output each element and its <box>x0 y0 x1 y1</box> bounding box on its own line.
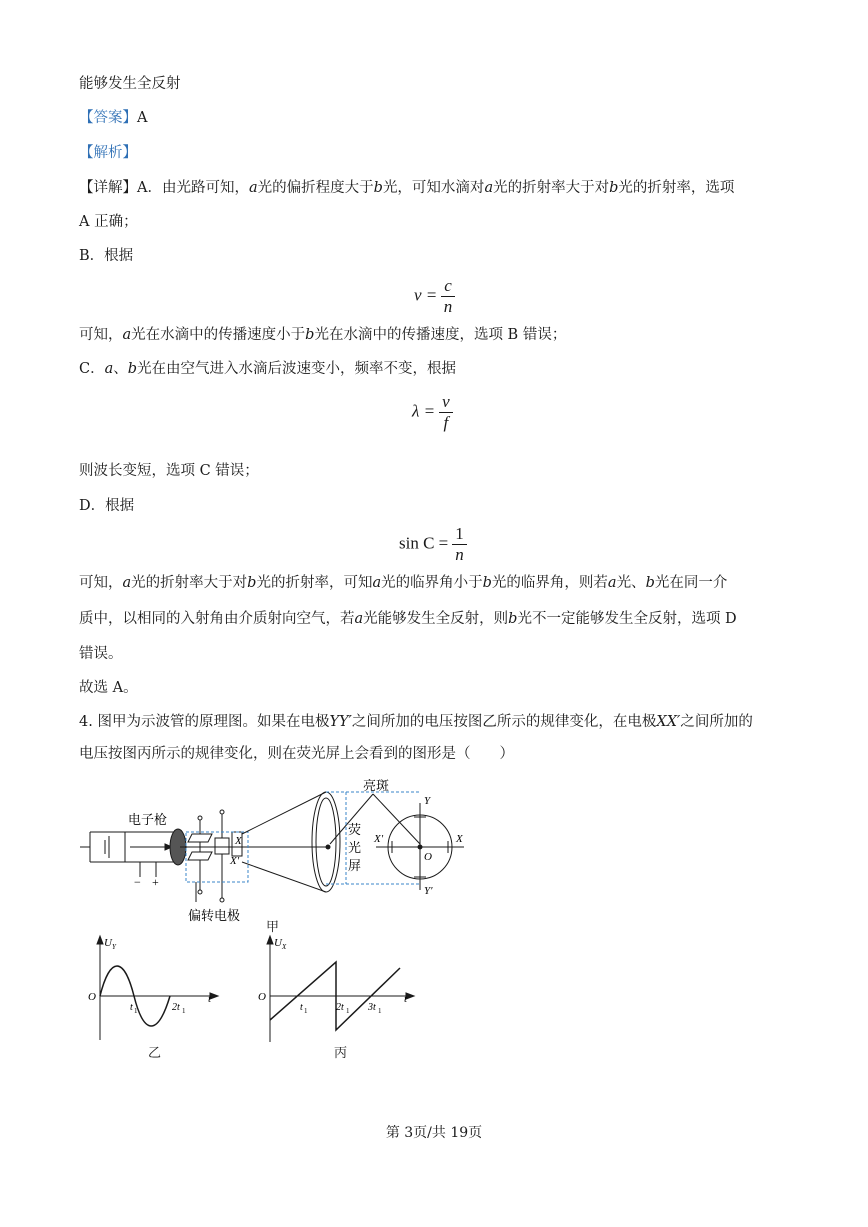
detail-line-d2: 可知，a光的折射率大于对b光的折射率，可知a光的临界角小于b光的临界角，则若a光、b光在同一介 <box>79 575 728 591</box>
svg-text:X: X <box>282 943 287 951</box>
analysis-tag: 【解析】 <box>79 145 137 161</box>
screen-yp-label: Y′ <box>424 885 433 897</box>
figure-jia-label: 甲 <box>266 920 280 935</box>
detail-line-d: D．根据 <box>79 498 135 514</box>
svg-text:O: O <box>258 991 266 1003</box>
minus-sign: − <box>134 875 141 889</box>
answer-tag: 【答案】 <box>79 110 137 126</box>
graph-yi-label: 乙 <box>148 1046 162 1061</box>
svg-text:t: t <box>300 1002 303 1013</box>
detail-line-b2: 可知，a光在水滴中的传播速度小于b光在水滴中的传播速度，选项 B 错误； <box>79 327 567 343</box>
question-4-line1: 4. 图甲为示波管的原理图。如果在电极YY′之间所加的电压按图乙所示的规律变化，在电极XX′之间所加的 <box>79 714 753 730</box>
screen-label-1: 荧 <box>348 822 362 837</box>
screen-y-label: Y <box>424 795 431 807</box>
graph-bing <box>254 930 424 1050</box>
detail-line-c: C．a、b光在由空气进入水滴后波速变小，频率不变，根据 <box>79 361 457 377</box>
svg-text:U: U <box>274 937 282 949</box>
svg-text:3t: 3t <box>368 1002 376 1013</box>
gun-label: 电子枪 <box>128 812 168 827</box>
screen-xp-label: X′ <box>374 833 384 845</box>
spot-label: 亮斑 <box>363 778 390 793</box>
svg-text:O: O <box>88 991 96 1003</box>
detail-line-a2: A 正确； <box>79 214 138 230</box>
svg-text:2t: 2t <box>336 1002 344 1013</box>
svg-text:Y: Y <box>112 943 116 951</box>
plate-x-label: X <box>235 835 242 847</box>
answer-value: A <box>137 110 148 126</box>
answer-line <box>79 108 147 128</box>
plus-sign: + <box>152 875 159 889</box>
svg-text:U: U <box>104 937 112 949</box>
svg-text:t: t <box>208 993 212 1005</box>
graph-yi <box>84 930 234 1050</box>
svg-text:1: 1 <box>134 1007 138 1015</box>
oscilloscope-diagram <box>70 772 490 932</box>
graph-bing-label: 丙 <box>334 1046 348 1061</box>
deflect-label: 偏转电极 <box>188 908 241 923</box>
screen-center-dot <box>418 845 423 850</box>
electron-gun <box>125 832 175 877</box>
page-footer: 第 3页/共 19页 <box>385 1125 483 1141</box>
bright-spot <box>326 845 331 850</box>
detail-line-d3: 质中，以相同的入射角由介质射向空气，若a光能够发生全反射，则b光不一定能够发生全反射，选项 D <box>79 611 737 627</box>
screen-label-2: 光 <box>348 840 362 855</box>
svg-text:1: 1 <box>346 1007 350 1015</box>
screen-label-3: 屏 <box>348 858 362 873</box>
text-line: 能够发生全反射 <box>79 76 181 92</box>
formula-v-c-n: v = $\frac{c}{n}$ <box>414 276 455 317</box>
svg-text:t: t <box>404 993 408 1005</box>
svg-text:t: t <box>130 1002 133 1013</box>
detail-line-b: B．根据 <box>79 248 134 264</box>
screen-o-label: O <box>424 851 432 863</box>
conclusion-line: 故选 A。 <box>79 680 138 696</box>
detail-line-a: 【详解】A．由光路可知，a光的偏折程度大于b光，可知水滴对a光的折射率大于对b光的折射率，选项 <box>79 180 735 196</box>
svg-text:1: 1 <box>378 1007 382 1015</box>
detail-line-d4: 错误。 <box>79 646 123 662</box>
svg-text:2t: 2t <box>172 1002 180 1013</box>
svg-text:1: 1 <box>304 1007 308 1015</box>
question-4-line2: 电压按图丙所示的规律变化，则在荧光屏上会看到的图形是（ ） <box>79 746 514 762</box>
formula-sinC: sin C = $\frac{1}{n}$ <box>399 524 467 565</box>
plate-xp-label: X′ <box>230 855 240 867</box>
tube-cone <box>242 792 340 892</box>
detail-line-c2: 则波长变短，选项 C 错误； <box>79 463 259 479</box>
formula-lambda-v-f: λ = $\frac{v}{f}$ <box>412 392 453 433</box>
screen-x-label: X <box>456 833 463 845</box>
svg-text:1: 1 <box>182 1007 186 1015</box>
